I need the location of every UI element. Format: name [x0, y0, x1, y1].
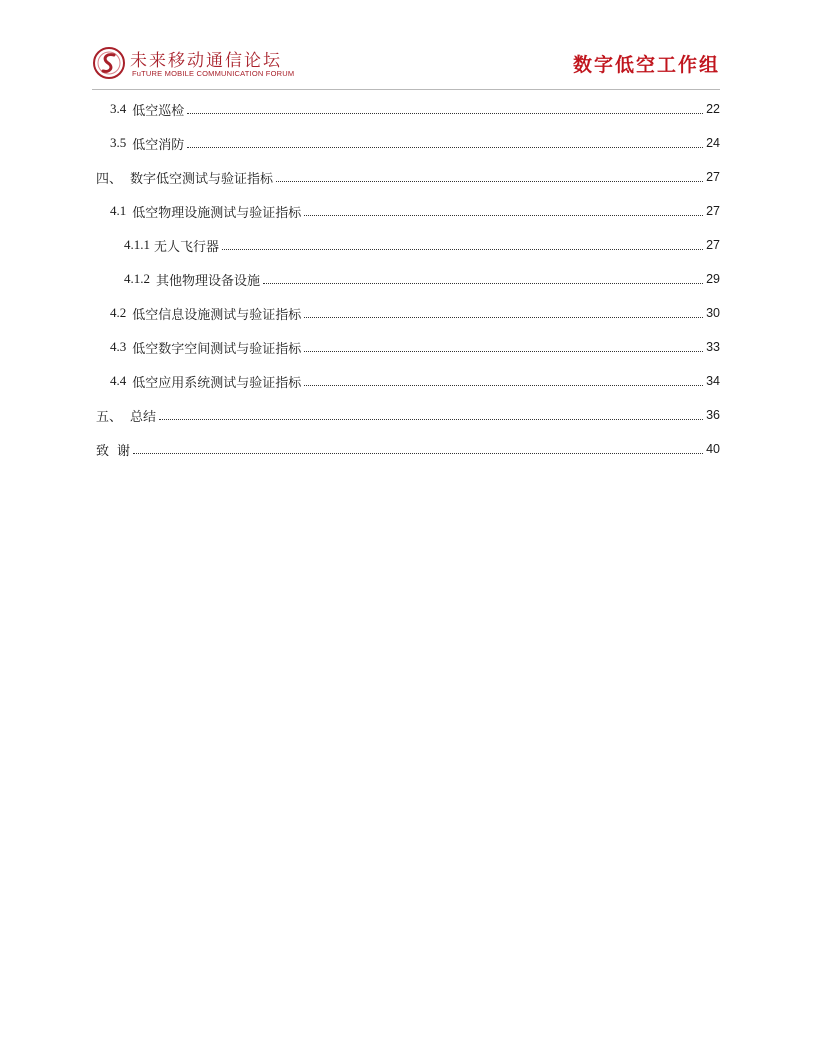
leader-dots — [187, 112, 703, 114]
toc-title: 低空应用系统测试与验证指标 — [132, 375, 302, 391]
toc-number: 4.4 — [110, 373, 127, 388]
toc-title: 其他物理设备设施 — [156, 273, 261, 289]
header-divider — [92, 89, 720, 90]
future-forum-logo-icon — [92, 46, 126, 80]
toc-entry-4-3[interactable] — [96, 335, 720, 359]
toc-title: 低空消防 — [132, 137, 185, 153]
page-header — [92, 44, 720, 86]
org-name: 未来移动通信论坛 — [130, 51, 282, 71]
toc-entry-chapter-4[interactable] — [96, 165, 720, 189]
toc-page-number: 36 — [706, 408, 720, 422]
toc-number: 3.5 — [110, 135, 127, 150]
toc-number: 4.1.2 — [124, 271, 150, 286]
toc-page-number: 34 — [706, 374, 720, 388]
toc-page-number: 29 — [706, 272, 720, 286]
toc-entry-4-2[interactable] — [96, 301, 720, 325]
toc-page-number: 30 — [706, 306, 720, 320]
leader-dots — [276, 180, 703, 182]
toc-page-number: 27 — [706, 170, 720, 184]
toc-number: 4.1.1 — [124, 237, 150, 252]
toc-title: 无人飞行器 — [154, 239, 220, 255]
toc-number: 五、 — [96, 409, 123, 425]
toc-title: 总结 — [130, 409, 157, 425]
toc-entry-4-4[interactable] — [96, 369, 720, 393]
toc-number: 致 — [96, 443, 110, 459]
leader-dots — [222, 248, 703, 250]
leader-dots — [304, 214, 703, 216]
leader-dots — [304, 316, 703, 318]
toc-entry-acknowledgements[interactable] — [96, 437, 720, 461]
toc-page-number: 24 — [706, 136, 720, 150]
toc-page-number: 33 — [706, 340, 720, 354]
toc-title: 低空物理设施测试与验证指标 — [132, 205, 302, 221]
leader-dots — [159, 418, 703, 420]
toc-number: 4.3 — [110, 339, 127, 354]
toc-number: 4.1 — [110, 203, 127, 218]
toc-page-number: 27 — [706, 204, 720, 218]
toc-title: 数字低空测试与验证指标 — [130, 171, 274, 187]
toc-entry-4-1[interactable] — [96, 199, 720, 223]
toc-title: 低空信息设施测试与验证指标 — [132, 307, 302, 323]
leader-dots — [133, 452, 703, 454]
leader-dots — [263, 282, 703, 284]
toc-number: 四、 — [96, 171, 123, 187]
toc-number: 4.2 — [110, 305, 127, 320]
toc-entry-chapter-5[interactable] — [96, 403, 720, 427]
toc-number: 3.4 — [110, 101, 127, 116]
toc-title: 低空巡检 — [132, 103, 185, 119]
toc-title: 低空数字空间测试与验证指标 — [132, 341, 302, 357]
leader-dots — [304, 384, 703, 386]
org-name-english: FuTURE MOBILE COMMUNICATION FORUM — [132, 69, 295, 78]
toc-title: 谢 — [117, 443, 131, 459]
toc-entry-3-5[interactable] — [96, 131, 720, 155]
toc-page-number: 40 — [706, 442, 720, 456]
working-group-name: 数字低空工作组 — [572, 54, 720, 76]
leader-dots — [304, 350, 703, 352]
toc-entry-4-1-2[interactable] — [96, 267, 720, 291]
leader-dots — [187, 146, 703, 148]
toc-page-number: 22 — [706, 102, 720, 116]
toc-entry-4-1-1[interactable] — [96, 233, 720, 257]
toc-entry-3-4[interactable] — [96, 97, 720, 121]
toc-page-number: 27 — [706, 238, 720, 252]
